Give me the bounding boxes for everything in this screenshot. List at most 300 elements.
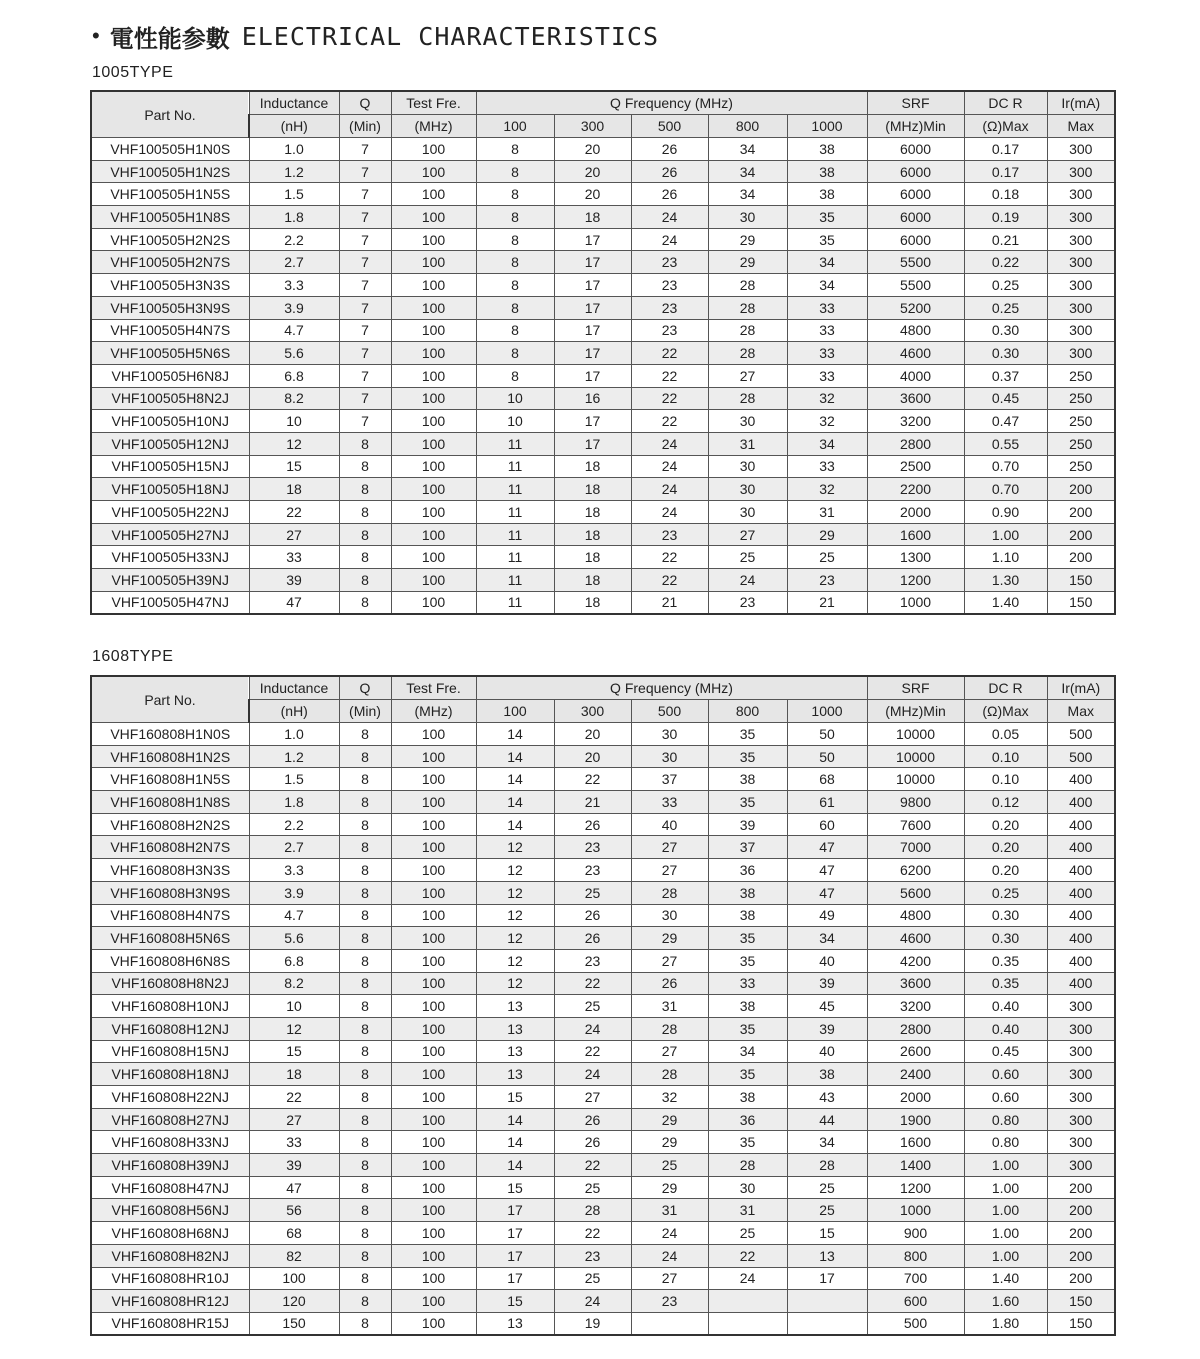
cell-q-500: 22 xyxy=(631,410,708,433)
cell-q-500: 24 xyxy=(631,228,708,251)
table-row xyxy=(91,995,1115,1018)
cell-dcr: 1.00 xyxy=(964,1199,1047,1222)
cell-srf: 1200 xyxy=(867,1176,964,1199)
cell-q-500: 27 xyxy=(631,859,708,882)
cell-part-no: VHF160808H33NJ xyxy=(91,1131,249,1154)
cell-q-100: 11 xyxy=(476,455,554,478)
cell-q-1000: 13 xyxy=(787,1244,867,1267)
table-row xyxy=(91,455,1115,478)
cell-test-fre: 100 xyxy=(391,1108,476,1131)
cell-inductance: 1.0 xyxy=(249,723,339,746)
cell-inductance: 39 xyxy=(249,569,339,592)
cell-test-fre: 100 xyxy=(391,1199,476,1222)
cell-srf: 4600 xyxy=(867,927,964,950)
cell-part-no: VHF160808H27NJ xyxy=(91,1108,249,1131)
cell-q-500: 30 xyxy=(631,723,708,746)
cell-q-1000: 38 xyxy=(787,138,867,161)
cell-part-no: VHF100505H47NJ xyxy=(91,591,249,614)
cell-q-800: 23 xyxy=(708,591,787,614)
cell-srf: 1900 xyxy=(867,1108,964,1131)
cell-srf: 9800 xyxy=(867,791,964,814)
cell-inductance: 56 xyxy=(249,1199,339,1222)
cell-q-min: 8 xyxy=(339,501,391,524)
cell-dcr: 0.80 xyxy=(964,1131,1047,1154)
cell-q-100: 8 xyxy=(476,364,554,387)
table-row xyxy=(91,1086,1115,1109)
cell-q-min: 8 xyxy=(339,904,391,927)
cell-test-fre: 100 xyxy=(391,723,476,746)
cell-dcr: 0.60 xyxy=(964,1086,1047,1109)
cell-q-100: 12 xyxy=(476,904,554,927)
cell-q-1000: 34 xyxy=(787,251,867,274)
cell-q-300: 26 xyxy=(554,1108,631,1131)
cell-q-1000: 17 xyxy=(787,1267,867,1290)
cell-part-no: VHF160808H47NJ xyxy=(91,1176,249,1199)
cell-q-min: 8 xyxy=(339,1040,391,1063)
cell-test-fre: 100 xyxy=(391,274,476,297)
cell-q-min: 8 xyxy=(339,1199,391,1222)
cell-q-300: 17 xyxy=(554,432,631,455)
cell-q-1000: 39 xyxy=(787,1017,867,1040)
header-q-frequency: Q Frequency (MHz) xyxy=(476,91,867,115)
cell-dcr: 0.37 xyxy=(964,364,1047,387)
cell-q-300: 25 xyxy=(554,995,631,1018)
cell-q-min: 8 xyxy=(339,791,391,814)
cell-q-min: 8 xyxy=(339,745,391,768)
cell-q-1000: 28 xyxy=(787,1154,867,1177)
cell-q-min: 7 xyxy=(339,410,391,433)
cell-test-fre: 100 xyxy=(391,1017,476,1040)
cell-q-1000: 38 xyxy=(787,183,867,206)
header-part-no: Part No. xyxy=(91,676,249,723)
cell-test-fre: 100 xyxy=(391,546,476,569)
cell-test-fre: 100 xyxy=(391,995,476,1018)
cell-part-no: VHF160808H12NJ xyxy=(91,1017,249,1040)
cell-inductance: 1.5 xyxy=(249,768,339,791)
cell-srf: 3200 xyxy=(867,995,964,1018)
cell-q-1000: 33 xyxy=(787,455,867,478)
cell-q-min: 8 xyxy=(339,523,391,546)
header-ir: Ir(mA) xyxy=(1047,91,1115,115)
cell-q-500: 30 xyxy=(631,904,708,927)
table-row xyxy=(91,342,1115,365)
cell-q-100: 11 xyxy=(476,546,554,569)
cell-dcr: 0.10 xyxy=(964,745,1047,768)
cell-inductance: 5.6 xyxy=(249,927,339,950)
cell-test-fre: 100 xyxy=(391,1267,476,1290)
cell-q-300: 18 xyxy=(554,569,631,592)
cell-srf: 10000 xyxy=(867,723,964,746)
cell-test-fre: 100 xyxy=(391,1290,476,1313)
cell-q-1000: 35 xyxy=(787,228,867,251)
spec-table-1608 xyxy=(90,675,1116,1336)
cell-srf: 500 xyxy=(867,1312,964,1335)
cell-q-min: 8 xyxy=(339,1017,391,1040)
table-row xyxy=(91,501,1115,524)
cell-inductance: 47 xyxy=(249,1176,339,1199)
cell-ir: 300 xyxy=(1047,251,1115,274)
cell-q-100: 11 xyxy=(476,432,554,455)
cell-q-300: 22 xyxy=(554,1222,631,1245)
cell-test-fre: 100 xyxy=(391,523,476,546)
cell-q-1000 xyxy=(787,1312,867,1335)
header-freq-100: 100 xyxy=(476,700,554,723)
cell-q-300: 17 xyxy=(554,410,631,433)
cell-q-500: 23 xyxy=(631,274,708,297)
header-dcr-unit: (Ω)Max xyxy=(964,700,1047,723)
cell-q-300: 18 xyxy=(554,478,631,501)
cell-ir: 200 xyxy=(1047,1176,1115,1199)
header-freq-800: 800 xyxy=(708,700,787,723)
cell-q-1000: 47 xyxy=(787,881,867,904)
cell-srf: 4000 xyxy=(867,364,964,387)
cell-part-no: VHF160808H1N8S xyxy=(91,791,249,814)
cell-dcr: 0.80 xyxy=(964,1108,1047,1131)
header-freq-300: 300 xyxy=(554,700,631,723)
cell-part-no: VHF160808H6N8S xyxy=(91,949,249,972)
cell-part-no: VHF100505H3N3S xyxy=(91,274,249,297)
cell-q-800: 24 xyxy=(708,1267,787,1290)
cell-q-min: 8 xyxy=(339,1086,391,1109)
cell-test-fre: 100 xyxy=(391,160,476,183)
table-row xyxy=(91,1199,1115,1222)
cell-q-100: 12 xyxy=(476,881,554,904)
cell-test-fre: 100 xyxy=(391,1131,476,1154)
cell-q-500: 23 xyxy=(631,319,708,342)
cell-q-min: 7 xyxy=(339,387,391,410)
cell-dcr: 0.18 xyxy=(964,183,1047,206)
cell-ir: 200 xyxy=(1047,501,1115,524)
cell-q-300: 17 xyxy=(554,364,631,387)
cell-q-100: 13 xyxy=(476,1063,554,1086)
cell-q-min: 7 xyxy=(339,251,391,274)
cell-test-fre: 100 xyxy=(391,206,476,229)
cell-q-800: 29 xyxy=(708,251,787,274)
cell-q-1000: 38 xyxy=(787,160,867,183)
cell-dcr: 0.30 xyxy=(964,927,1047,950)
cell-test-fre: 100 xyxy=(391,410,476,433)
cell-test-fre: 100 xyxy=(391,1244,476,1267)
cell-q-1000: 38 xyxy=(787,1063,867,1086)
cell-q-500: 33 xyxy=(631,791,708,814)
cell-dcr: 1.40 xyxy=(964,1267,1047,1290)
cell-q-100: 11 xyxy=(476,591,554,614)
table-row xyxy=(91,1244,1115,1267)
cell-q-800: 25 xyxy=(708,546,787,569)
table-body xyxy=(91,723,1115,1336)
header-inductance-unit: (nH) xyxy=(249,700,339,723)
table-row xyxy=(91,972,1115,995)
cell-part-no: VHF160808HR15J xyxy=(91,1312,249,1335)
cell-srf: 1600 xyxy=(867,523,964,546)
cell-q-800: 38 xyxy=(708,1086,787,1109)
cell-q-min: 8 xyxy=(339,569,391,592)
cell-inductance: 5.6 xyxy=(249,342,339,365)
cell-q-100: 14 xyxy=(476,1154,554,1177)
cell-q-min: 8 xyxy=(339,591,391,614)
cell-srf: 2800 xyxy=(867,1017,964,1040)
cell-part-no: VHF100505H8N2J xyxy=(91,387,249,410)
cell-dcr: 0.20 xyxy=(964,859,1047,882)
cell-srf: 1000 xyxy=(867,1199,964,1222)
cell-part-no: VHF100505H33NJ xyxy=(91,546,249,569)
cell-q-min: 8 xyxy=(339,881,391,904)
header-inductance: Inductance xyxy=(249,91,339,115)
table-row xyxy=(91,1154,1115,1177)
cell-test-fre: 100 xyxy=(391,1176,476,1199)
table-row xyxy=(91,1063,1115,1086)
header-srf-unit: (MHz)Min xyxy=(867,700,964,723)
cell-dcr: 0.35 xyxy=(964,949,1047,972)
cell-ir: 400 xyxy=(1047,904,1115,927)
cell-test-fre: 100 xyxy=(391,949,476,972)
cell-srf: 5200 xyxy=(867,296,964,319)
cell-ir: 150 xyxy=(1047,569,1115,592)
cell-part-no: VHF160808H1N5S xyxy=(91,768,249,791)
table-row xyxy=(91,791,1115,814)
cell-q-min: 8 xyxy=(339,723,391,746)
table-row xyxy=(91,1267,1115,1290)
cell-dcr: 0.35 xyxy=(964,972,1047,995)
cell-q-800: 34 xyxy=(708,1040,787,1063)
cell-inductance: 3.3 xyxy=(249,859,339,882)
cell-inductance: 4.7 xyxy=(249,904,339,927)
cell-dcr: 0.47 xyxy=(964,410,1047,433)
cell-q-800: 35 xyxy=(708,745,787,768)
cell-q-100: 14 xyxy=(476,791,554,814)
cell-q-1000: 29 xyxy=(787,523,867,546)
cell-srf: 7000 xyxy=(867,836,964,859)
cell-q-100: 14 xyxy=(476,745,554,768)
cell-q-1000: 32 xyxy=(787,387,867,410)
cell-q-500: 31 xyxy=(631,995,708,1018)
cell-part-no: VHF100505H3N9S xyxy=(91,296,249,319)
cell-q-1000: 40 xyxy=(787,1040,867,1063)
cell-inductance: 2.7 xyxy=(249,836,339,859)
cell-q-1000: 44 xyxy=(787,1108,867,1131)
cell-q-800: 35 xyxy=(708,949,787,972)
cell-srf: 5600 xyxy=(867,881,964,904)
cell-q-1000: 45 xyxy=(787,995,867,1018)
table-row xyxy=(91,1131,1115,1154)
cell-q-800: 38 xyxy=(708,904,787,927)
cell-q-300: 20 xyxy=(554,138,631,161)
cell-ir: 500 xyxy=(1047,723,1115,746)
cell-q-100: 12 xyxy=(476,972,554,995)
table-row xyxy=(91,813,1115,836)
cell-srf: 7600 xyxy=(867,813,964,836)
cell-q-300: 17 xyxy=(554,296,631,319)
cell-dcr: 0.55 xyxy=(964,432,1047,455)
cell-q-100: 8 xyxy=(476,342,554,365)
cell-dcr: 0.25 xyxy=(964,274,1047,297)
cell-q-800: 22 xyxy=(708,1244,787,1267)
cell-q-100: 13 xyxy=(476,1312,554,1335)
cell-ir: 250 xyxy=(1047,455,1115,478)
cell-q-500: 29 xyxy=(631,927,708,950)
cell-q-300: 18 xyxy=(554,501,631,524)
cell-q-1000: 47 xyxy=(787,836,867,859)
cell-q-500: 24 xyxy=(631,432,708,455)
cell-q-800: 36 xyxy=(708,1108,787,1131)
header-q: Q xyxy=(339,676,391,700)
cell-q-300: 24 xyxy=(554,1063,631,1086)
cell-q-300: 23 xyxy=(554,949,631,972)
cell-q-800: 35 xyxy=(708,723,787,746)
cell-inductance: 68 xyxy=(249,1222,339,1245)
cell-q-300: 25 xyxy=(554,1267,631,1290)
cell-q-1000: 25 xyxy=(787,1176,867,1199)
cell-ir: 250 xyxy=(1047,364,1115,387)
cell-q-500: 27 xyxy=(631,836,708,859)
cell-q-800: 28 xyxy=(708,274,787,297)
cell-ir: 300 xyxy=(1047,1040,1115,1063)
cell-ir: 400 xyxy=(1047,972,1115,995)
cell-q-800 xyxy=(708,1312,787,1335)
cell-q-100: 8 xyxy=(476,206,554,229)
header-dcr-unit: (Ω)Max xyxy=(964,115,1047,138)
cell-q-300: 22 xyxy=(554,1154,631,1177)
cell-inductance: 8.2 xyxy=(249,387,339,410)
cell-srf: 2800 xyxy=(867,432,964,455)
cell-q-800: 28 xyxy=(708,342,787,365)
cell-q-1000: 25 xyxy=(787,546,867,569)
cell-inductance: 1.0 xyxy=(249,138,339,161)
cell-q-100: 13 xyxy=(476,995,554,1018)
cell-q-100: 17 xyxy=(476,1267,554,1290)
cell-dcr: 0.17 xyxy=(964,138,1047,161)
header-inductance-unit: (nH) xyxy=(249,115,339,138)
cell-q-1000: 33 xyxy=(787,296,867,319)
cell-q-300: 20 xyxy=(554,723,631,746)
table-row xyxy=(91,591,1115,614)
cell-test-fre: 100 xyxy=(391,1040,476,1063)
header-srf: SRF xyxy=(867,91,964,115)
cell-ir: 300 xyxy=(1047,1131,1115,1154)
cell-ir: 300 xyxy=(1047,995,1115,1018)
cell-srf: 6000 xyxy=(867,160,964,183)
cell-q-min: 7 xyxy=(339,160,391,183)
header-ir: Ir(mA) xyxy=(1047,676,1115,700)
cell-inductance: 12 xyxy=(249,1017,339,1040)
cell-test-fre: 100 xyxy=(391,432,476,455)
cell-part-no: VHF100505H1N5S xyxy=(91,183,249,206)
cell-q-100: 14 xyxy=(476,1131,554,1154)
cell-dcr: 1.00 xyxy=(964,1154,1047,1177)
cell-part-no: VHF160808H3N3S xyxy=(91,859,249,882)
cell-q-800: 30 xyxy=(708,501,787,524)
cell-srf: 2200 xyxy=(867,478,964,501)
cell-dcr: 0.45 xyxy=(964,1040,1047,1063)
header-freq-300: 300 xyxy=(554,115,631,138)
header-q: Q xyxy=(339,91,391,115)
cell-q-min: 8 xyxy=(339,1131,391,1154)
cell-inductance: 10 xyxy=(249,410,339,433)
header-ir-unit: Max xyxy=(1047,115,1115,138)
cell-inductance: 100 xyxy=(249,1267,339,1290)
cell-q-min: 7 xyxy=(339,296,391,319)
cell-q-1000: 34 xyxy=(787,432,867,455)
table-row xyxy=(91,768,1115,791)
cell-inductance: 27 xyxy=(249,523,339,546)
table-row xyxy=(91,206,1115,229)
cell-q-300: 22 xyxy=(554,768,631,791)
cell-q-500: 24 xyxy=(631,1222,708,1245)
cell-q-100: 17 xyxy=(476,1244,554,1267)
cell-inductance: 39 xyxy=(249,1154,339,1177)
cell-q-300: 21 xyxy=(554,791,631,814)
cell-dcr: 1.00 xyxy=(964,1244,1047,1267)
cell-part-no: VHF100505H4N7S xyxy=(91,319,249,342)
cell-q-1000: 50 xyxy=(787,745,867,768)
header-part-no: Part No. xyxy=(91,91,249,138)
table-row xyxy=(91,274,1115,297)
cell-part-no: VHF160808H68NJ xyxy=(91,1222,249,1245)
cell-q-1000: 60 xyxy=(787,813,867,836)
header-srf-unit: (MHz)Min xyxy=(867,115,964,138)
cell-inductance: 27 xyxy=(249,1108,339,1131)
cell-q-100: 8 xyxy=(476,228,554,251)
cell-dcr: 0.70 xyxy=(964,455,1047,478)
cell-q-300: 26 xyxy=(554,904,631,927)
cell-part-no: VHF160808H5N6S xyxy=(91,927,249,950)
cell-q-1000 xyxy=(787,1290,867,1313)
cell-q-500: 28 xyxy=(631,881,708,904)
cell-q-100: 8 xyxy=(476,251,554,274)
table-row xyxy=(91,723,1115,746)
cell-q-800: 27 xyxy=(708,523,787,546)
cell-q-800: 38 xyxy=(708,768,787,791)
cell-ir: 400 xyxy=(1047,836,1115,859)
bullet: • xyxy=(92,23,100,48)
cell-part-no: VHF100505H15NJ xyxy=(91,455,249,478)
cell-q-1000: 50 xyxy=(787,723,867,746)
table-row xyxy=(91,927,1115,950)
cell-part-no: VHF100505H39NJ xyxy=(91,569,249,592)
cell-q-100: 15 xyxy=(476,1086,554,1109)
cell-part-no: VHF160808H82NJ xyxy=(91,1244,249,1267)
cell-q-800: 29 xyxy=(708,228,787,251)
cell-part-no: VHF100505H1N8S xyxy=(91,206,249,229)
cell-q-800 xyxy=(708,1290,787,1313)
cell-test-fre: 100 xyxy=(391,455,476,478)
table-row xyxy=(91,138,1115,161)
cell-srf: 3200 xyxy=(867,410,964,433)
cell-part-no: VHF160808H8N2J xyxy=(91,972,249,995)
cell-q-300: 17 xyxy=(554,319,631,342)
table-label-1608: 1608TYPE xyxy=(92,648,174,665)
cell-q-500: 22 xyxy=(631,569,708,592)
cell-inductance: 18 xyxy=(249,478,339,501)
cell-part-no: VHF100505H1N2S xyxy=(91,160,249,183)
cell-q-800: 28 xyxy=(708,296,787,319)
cell-q-min: 8 xyxy=(339,949,391,972)
cell-q-800: 35 xyxy=(708,927,787,950)
cell-srf: 4800 xyxy=(867,319,964,342)
cell-q-100: 10 xyxy=(476,387,554,410)
cell-q-1000: 33 xyxy=(787,319,867,342)
cell-q-500: 25 xyxy=(631,1154,708,1177)
cell-q-800: 28 xyxy=(708,1154,787,1177)
header-q-unit: (Min) xyxy=(339,115,391,138)
cell-q-1000: 68 xyxy=(787,768,867,791)
cell-q-1000: 49 xyxy=(787,904,867,927)
cell-q-300: 20 xyxy=(554,183,631,206)
cell-ir: 200 xyxy=(1047,1222,1115,1245)
cell-q-300: 16 xyxy=(554,387,631,410)
cell-q-100: 13 xyxy=(476,1040,554,1063)
cell-q-500: 23 xyxy=(631,523,708,546)
